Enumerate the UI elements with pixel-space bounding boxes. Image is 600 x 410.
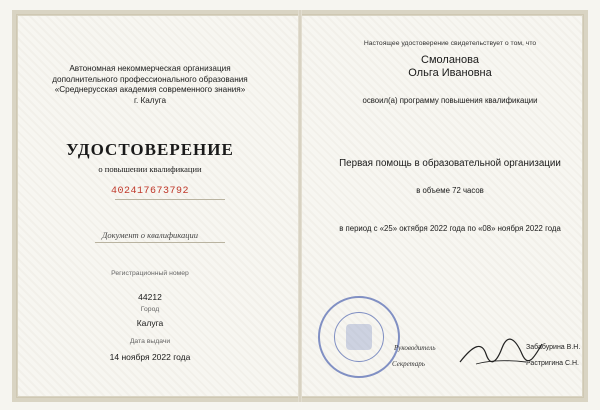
recipient-given-names: Ольга Ивановна [408,67,492,79]
secretary-name: Растригина С.Н. [526,360,580,367]
document-type: Документ о квалификации [101,230,199,240]
serial-number: 402417673792 [110,186,189,197]
divider [95,242,225,243]
issue-date: 14 ноября 2022 года [109,352,191,362]
head-role: Руководитель [394,344,436,352]
study-period: в период с «25» октября 2022 года по «08» ноября 2022 года [339,224,561,233]
secretary-role: Секретарь [392,360,425,368]
registration-label: Регистрационный номер [111,270,189,277]
city-label: Город [140,306,160,313]
organization-line: «Среднерусская академия современного знания» [54,85,246,94]
right-page [300,0,600,410]
organization-line: Автономная некоммерческая организация [69,64,231,73]
stamp-seal-icon [318,296,400,378]
head-name: Забабурина В.Н. [526,344,581,351]
organization-block [40,64,260,106]
organization-line: дополнительного профессионального образования [52,74,248,84]
recipient-surname: Смоланова [421,54,479,66]
organization-line: г. Калуга [133,95,167,105]
divider [115,199,225,200]
document-title: УДОСТОВЕРЕНИЕ [66,140,234,159]
stamp-emblem [346,324,372,350]
document-subtitle: о повышении квалификации [98,164,202,174]
completed-text: освоил(а) программу повышения квалификации [362,96,538,105]
program-volume: в объеме 72 часов [416,186,484,195]
issue-date-label: Дата выдачи [129,338,171,345]
city-value: Калуга [136,318,164,328]
program-title: Первая помощь в образовательной организации [339,158,561,169]
attest-text: Настоящее удостоверение свидетельствует о том, что [363,40,537,47]
registration-number: 44212 [138,292,162,302]
